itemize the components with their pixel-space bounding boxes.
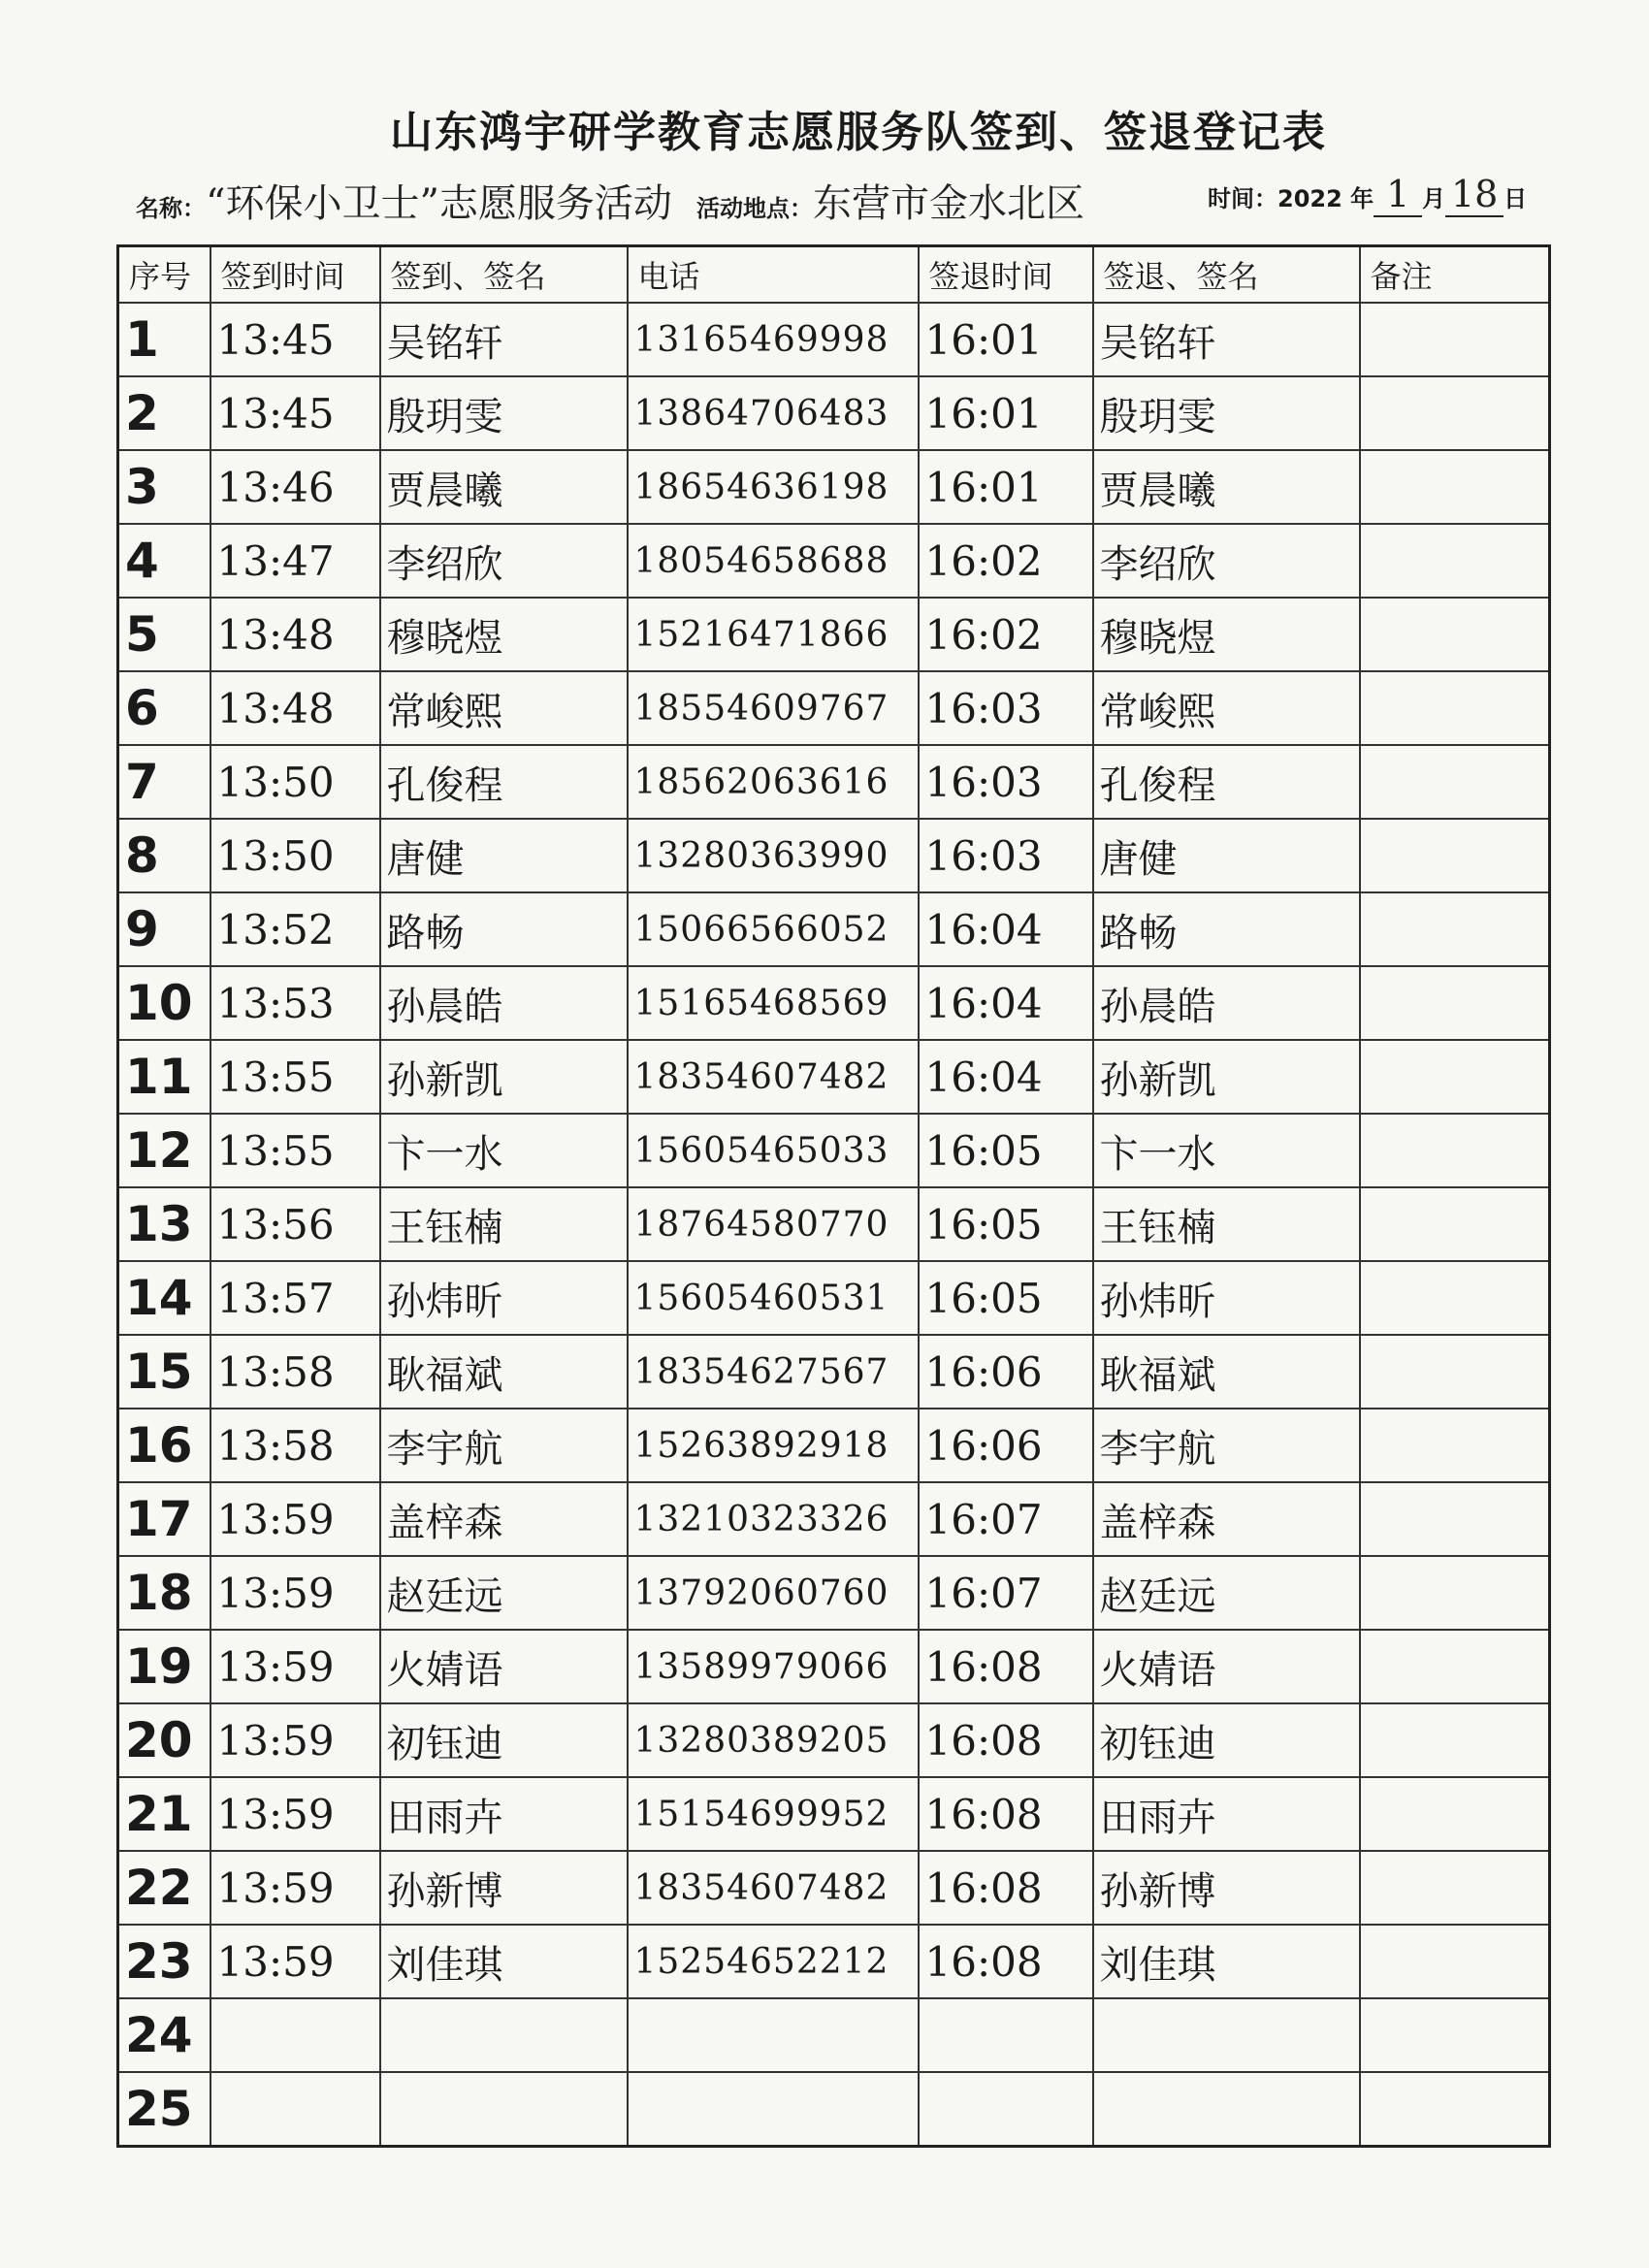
table-row — [118, 671, 1550, 745]
table-row — [118, 524, 1550, 598]
sign-in-signature: 赵廷远 — [380, 1556, 628, 1630]
table-row — [118, 1187, 1550, 1261]
activity-location-field — [696, 173, 1084, 228]
table-row — [118, 966, 1550, 1040]
sign-in-signature: 孙新凯 — [380, 1040, 628, 1114]
sign-out-signature: 卞一水 — [1093, 1114, 1360, 1187]
sign-in-time: 13:56 — [210, 1187, 380, 1261]
sign-in-signature: 田雨卉 — [380, 1777, 628, 1851]
sign-in-signature: 初钰迪 — [380, 1703, 628, 1777]
sign-out-time: 16:08 — [919, 1703, 1093, 1777]
table-row — [118, 1851, 1550, 1925]
row-seq: 15 — [118, 1335, 210, 1409]
sign-out-time: 16:01 — [919, 376, 1093, 450]
sign-in-signature: 贾晨曦 — [380, 450, 628, 524]
row-seq: 25 — [118, 2072, 210, 2147]
sign-out-signature: 常峻熙 — [1093, 671, 1360, 745]
header-note: 备注 — [1360, 246, 1550, 304]
activity-location-label: 活动地点： — [696, 195, 813, 222]
sign-out-signature: 吴铭轩 — [1093, 303, 1360, 376]
sign-out-time: 16:04 — [919, 892, 1093, 966]
sign-out-signature: 穆晓煜 — [1093, 598, 1360, 671]
sign-in-time: 13:59 — [210, 1851, 380, 1925]
row-seq: 8 — [118, 819, 210, 892]
sign-in-signature: 王钰楠 — [380, 1187, 628, 1261]
date-day-value: 18 — [1445, 173, 1504, 217]
sign-out-time: 16:08 — [919, 1630, 1093, 1703]
phone-number — [628, 2072, 919, 2147]
table-row — [118, 892, 1550, 966]
sign-in-time: 13:59 — [210, 1925, 380, 1998]
note-cell — [1360, 376, 1550, 450]
sign-out-time: 16:02 — [919, 524, 1093, 598]
phone-number: 15066566052 — [628, 892, 919, 966]
sign-in-time: 13:58 — [210, 1409, 380, 1482]
table-header-row — [118, 246, 1550, 304]
activity-name-field — [136, 173, 672, 228]
sign-out-signature: 耿福斌 — [1093, 1335, 1360, 1409]
sign-out-time: 16:06 — [919, 1335, 1093, 1409]
phone-number: 15263892918 — [628, 1409, 919, 1482]
sign-in-time: 13:57 — [210, 1261, 380, 1335]
sign-in-signature: 穆晓煜 — [380, 598, 628, 671]
activity-location-value: 东营市金水北区 — [813, 181, 1084, 226]
sign-out-signature — [1093, 2072, 1360, 2147]
phone-number: 18562063616 — [628, 745, 919, 819]
phone-number: 13210323326 — [628, 1482, 919, 1556]
sign-in-signature: 李宇航 — [380, 1409, 628, 1482]
sign-out-signature: 孙新博 — [1093, 1851, 1360, 1925]
row-seq: 7 — [118, 745, 210, 819]
sign-in-signature: 吴铭轩 — [380, 303, 628, 376]
sign-out-time: 16:05 — [919, 1114, 1093, 1187]
row-seq: 9 — [118, 892, 210, 966]
sign-in-signature — [380, 2072, 628, 2147]
note-cell — [1360, 1261, 1550, 1335]
sign-in-time: 13:59 — [210, 1630, 380, 1703]
note-cell — [1360, 1409, 1550, 1482]
sign-in-signature: 盖梓森 — [380, 1482, 628, 1556]
sign-in-time: 13:46 — [210, 450, 380, 524]
sign-in-time: 13:59 — [210, 1703, 380, 1777]
table-row — [118, 1777, 1550, 1851]
sign-in-time: 13:48 — [210, 671, 380, 745]
sign-in-time: 13:50 — [210, 745, 380, 819]
note-cell — [1360, 1925, 1550, 1998]
sign-in-signature: 耿福斌 — [380, 1335, 628, 1409]
note-cell — [1360, 1187, 1550, 1261]
row-seq: 23 — [118, 1925, 210, 1998]
row-seq: 22 — [118, 1851, 210, 1925]
row-seq: 19 — [118, 1630, 210, 1703]
table-row — [118, 1630, 1550, 1703]
phone-number: 13589979066 — [628, 1630, 919, 1703]
sign-in-time: 13:50 — [210, 819, 380, 892]
row-seq: 11 — [118, 1040, 210, 1114]
sign-in-time: 13:52 — [210, 892, 380, 966]
phone-number: 18054658688 — [628, 524, 919, 598]
sign-out-time: 16:08 — [919, 1925, 1093, 1998]
sign-out-signature: 孙晨皓 — [1093, 966, 1360, 1040]
sign-out-signature: 刘佳琪 — [1093, 1925, 1360, 1998]
sign-out-time — [919, 1998, 1093, 2072]
sign-in-signature: 常峻熙 — [380, 671, 628, 745]
note-cell — [1360, 745, 1550, 819]
note-cell — [1360, 671, 1550, 745]
form-title: 山东鸿宇研学教育志愿服务队签到、签退登记表 — [390, 108, 1327, 157]
header-sign-out-name: 签退、签名 — [1093, 246, 1360, 304]
row-seq: 1 — [118, 303, 210, 376]
phone-number: 18354607482 — [628, 1851, 919, 1925]
note-cell — [1360, 819, 1550, 892]
row-seq: 17 — [118, 1482, 210, 1556]
note-cell — [1360, 1482, 1550, 1556]
phone-number: 15605460531 — [628, 1261, 919, 1335]
row-seq: 3 — [118, 450, 210, 524]
note-cell — [1360, 1777, 1550, 1851]
note-cell — [1360, 966, 1550, 1040]
table-row — [118, 450, 1550, 524]
phone-number: 15165468569 — [628, 966, 919, 1040]
phone-number: 13864706483 — [628, 376, 919, 450]
table-row — [118, 1261, 1550, 1335]
sign-out-signature: 初钰迪 — [1093, 1703, 1360, 1777]
sign-in-table — [116, 244, 1551, 2148]
phone-number: 15605465033 — [628, 1114, 919, 1187]
sign-in-time: 13:53 — [210, 966, 380, 1040]
sign-in-signature: 孔俊程 — [380, 745, 628, 819]
sign-out-signature: 盖梓森 — [1093, 1482, 1360, 1556]
sign-in-time: 13:45 — [210, 376, 380, 450]
row-seq: 20 — [118, 1703, 210, 1777]
sign-out-time: 16:01 — [919, 303, 1093, 376]
activity-name-label: 名称： — [136, 195, 206, 222]
phone-number: 18554609767 — [628, 671, 919, 745]
phone-number: 18354607482 — [628, 1040, 919, 1114]
sign-in-signature: 李绍欣 — [380, 524, 628, 598]
sign-in-signature: 路畅 — [380, 892, 628, 966]
sign-out-signature: 李绍欣 — [1093, 524, 1360, 598]
sign-out-signature: 孙炜昕 — [1093, 1261, 1360, 1335]
row-seq: 16 — [118, 1409, 210, 1482]
phone-number: 13280389205 — [628, 1703, 919, 1777]
table-row — [118, 1040, 1550, 1114]
sign-out-signature: 田雨卉 — [1093, 1777, 1360, 1851]
header-sign-in-name: 签到、签名 — [380, 246, 628, 304]
phone-number: 13792060760 — [628, 1556, 919, 1630]
table-row — [118, 1556, 1550, 1630]
activity-name-value: “环保小卫士”志愿服务活动 — [206, 181, 672, 226]
sign-in-signature: 孙晨皓 — [380, 966, 628, 1040]
sign-out-time: 16:04 — [919, 966, 1093, 1040]
note-cell — [1360, 1556, 1550, 1630]
sign-out-signature: 路畅 — [1093, 892, 1360, 966]
sign-in-time: 13:47 — [210, 524, 380, 598]
row-seq: 24 — [118, 1998, 210, 2072]
sign-out-time: 16:05 — [919, 1261, 1093, 1335]
sign-out-signature: 王钰楠 — [1093, 1187, 1360, 1261]
note-cell — [1360, 1998, 1550, 2072]
note-cell — [1360, 1114, 1550, 1187]
row-seq: 2 — [118, 376, 210, 450]
sign-out-time — [919, 2072, 1093, 2147]
table-row — [118, 1998, 1550, 2072]
table-row — [118, 745, 1550, 819]
sign-out-signature: 孙新凯 — [1093, 1040, 1360, 1114]
sign-in-time — [210, 2072, 380, 2147]
phone-number — [628, 1998, 919, 2072]
phone-number: 18764580770 — [628, 1187, 919, 1261]
table-row — [118, 1482, 1550, 1556]
sign-out-time: 16:06 — [919, 1409, 1093, 1482]
table-row — [118, 1335, 1550, 1409]
header-sign-out-time: 签退时间 — [919, 246, 1093, 304]
sign-out-signature: 贾晨曦 — [1093, 450, 1360, 524]
sign-out-signature: 唐健 — [1093, 819, 1360, 892]
sign-in-signature: 火婧语 — [380, 1630, 628, 1703]
sign-out-time: 16:03 — [919, 819, 1093, 892]
sign-in-time: 13:55 — [210, 1114, 380, 1187]
date-year-label: 时间：2022 年 — [1208, 185, 1374, 212]
sign-out-time: 16:03 — [919, 745, 1093, 819]
table-row — [118, 598, 1550, 671]
sign-out-time: 16:02 — [919, 598, 1093, 671]
sign-in-signature: 刘佳琪 — [380, 1925, 628, 1998]
sign-out-signature — [1093, 1998, 1360, 2072]
note-cell — [1360, 303, 1550, 376]
sign-in-time — [210, 1998, 380, 2072]
phone-number: 15216471866 — [628, 598, 919, 671]
sign-out-time: 16:07 — [919, 1482, 1093, 1556]
sign-out-signature: 火婧语 — [1093, 1630, 1360, 1703]
note-cell — [1360, 1703, 1550, 1777]
table-row — [118, 819, 1550, 892]
sign-in-time: 13:59 — [210, 1777, 380, 1851]
phone-number: 15254652212 — [628, 1925, 919, 1998]
sign-out-signature: 赵廷远 — [1093, 1556, 1360, 1630]
sign-in-time: 13:59 — [210, 1556, 380, 1630]
row-seq: 5 — [118, 598, 210, 671]
date-month-label: 月 — [1422, 185, 1446, 212]
sign-in-time: 13:59 — [210, 1482, 380, 1556]
sign-in-time: 13:45 — [210, 303, 380, 376]
header-phone: 电话 — [628, 246, 919, 304]
date-day-label: 日 — [1504, 185, 1528, 212]
sign-out-signature: 殷玥雯 — [1093, 376, 1360, 450]
table-row — [118, 1114, 1550, 1187]
table-row — [118, 1703, 1550, 1777]
table-row — [118, 1409, 1550, 1482]
phone-number: 13280363990 — [628, 819, 919, 892]
note-cell — [1360, 450, 1550, 524]
table-row — [118, 1925, 1550, 1998]
row-seq: 12 — [118, 1114, 210, 1187]
sign-out-signature: 孔俊程 — [1093, 745, 1360, 819]
phone-number: 18354627567 — [628, 1335, 919, 1409]
row-seq: 13 — [118, 1187, 210, 1261]
sign-in-time: 13:58 — [210, 1335, 380, 1409]
sign-in-time: 13:55 — [210, 1040, 380, 1114]
note-cell — [1360, 1040, 1550, 1114]
sign-in-signature: 孙新博 — [380, 1851, 628, 1925]
sign-in-time: 13:48 — [210, 598, 380, 671]
table-row — [118, 376, 1550, 450]
row-seq: 10 — [118, 966, 210, 1040]
row-seq: 21 — [118, 1777, 210, 1851]
sign-in-signature — [380, 1998, 628, 2072]
sign-in-signature: 殷玥雯 — [380, 376, 628, 450]
table-row — [118, 2072, 1550, 2147]
sign-out-time: 16:01 — [919, 450, 1093, 524]
note-cell — [1360, 598, 1550, 671]
note-cell — [1360, 1335, 1550, 1409]
sign-in-signature: 孙炜昕 — [380, 1261, 628, 1335]
phone-number: 18654636198 — [628, 450, 919, 524]
date-month-value: 1 — [1374, 173, 1422, 217]
row-seq: 6 — [118, 671, 210, 745]
sign-out-time: 16:05 — [919, 1187, 1093, 1261]
sign-out-time: 16:08 — [919, 1851, 1093, 1925]
sign-out-signature: 李宇航 — [1093, 1409, 1360, 1482]
sign-out-time: 16:03 — [919, 671, 1093, 745]
sign-out-time: 16:07 — [919, 1556, 1093, 1630]
note-cell — [1360, 892, 1550, 966]
row-seq: 4 — [118, 524, 210, 598]
header-seq: 序号 — [118, 246, 210, 304]
table-row — [118, 303, 1550, 376]
note-cell — [1360, 1851, 1550, 1925]
sign-in-signature: 卞一水 — [380, 1114, 628, 1187]
note-cell — [1360, 524, 1550, 598]
sign-out-time: 16:04 — [919, 1040, 1093, 1114]
header-sign-in-time: 签到时间 — [210, 246, 380, 304]
note-cell — [1360, 2072, 1550, 2147]
row-seq: 14 — [118, 1261, 210, 1335]
sign-out-time: 16:08 — [919, 1777, 1093, 1851]
activity-date-field — [1208, 173, 1527, 217]
phone-number: 13165469998 — [628, 303, 919, 376]
phone-number: 15154699952 — [628, 1777, 919, 1851]
row-seq: 18 — [118, 1556, 210, 1630]
note-cell — [1360, 1630, 1550, 1703]
sign-in-signature: 唐健 — [380, 819, 628, 892]
